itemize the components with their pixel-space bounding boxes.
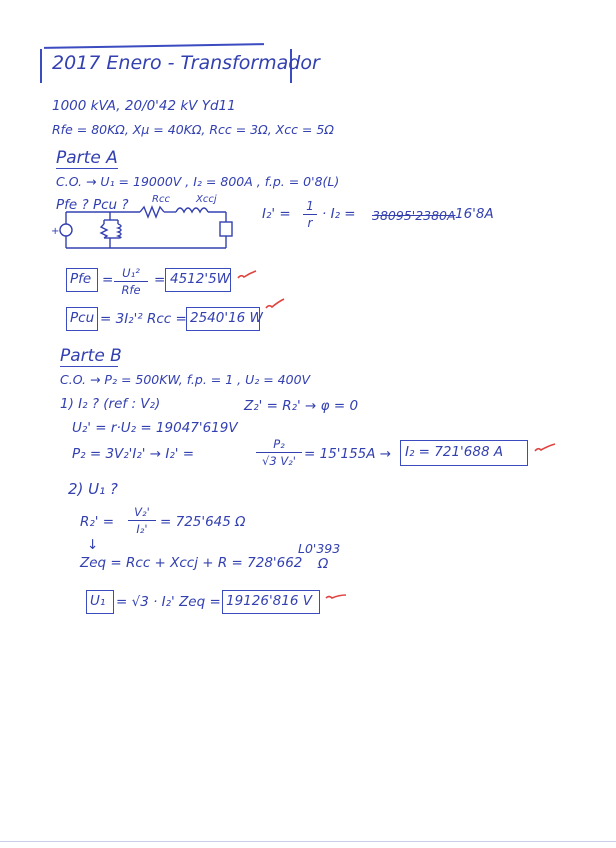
xcc-label: Xccj [196, 194, 217, 205]
pfe-fraction [114, 266, 148, 297]
i2-prime-mid: · I₂ = [322, 206, 356, 222]
part-a-heading: Parte A [56, 148, 118, 168]
rcc-label: Rcc [152, 194, 170, 205]
pcu-check-mark [264, 298, 286, 312]
step1-z-relation: Z₂' = R₂' → φ = 0 [244, 398, 359, 414]
i2-prime-struck-value: 38095'2380A [372, 208, 456, 223]
step1-question: 1) I₂ ? (ref : V₂) [60, 396, 161, 412]
step2-fraction [128, 505, 156, 536]
pfe-check-mark [236, 270, 258, 282]
pcu-result: 2540'16 W [190, 310, 263, 326]
step2-arrow: ↓ [87, 537, 99, 553]
step2-u1-result: 19126'816 V [226, 593, 312, 609]
step1-mid: = 15'155A → [304, 446, 392, 462]
part-b-heading: Parte B [60, 346, 122, 366]
part-b-conditions: C.O. → P₂ = 500KW, f.p. = 1 , U₂ = 400V [60, 372, 311, 387]
step2-r2-lhs: R₂' = [80, 514, 115, 530]
step1-fraction [256, 437, 302, 468]
step1-frac-num: P₂ [273, 437, 285, 451]
step1-p2-relation: P₂ = 3V₂'I₂' → I₂' = [72, 446, 195, 462]
pfe-frac-den: Rfe [121, 283, 141, 297]
givens-line-2: Rfe = 80KΩ, Xμ = 40KΩ, Rcc = 3Ω, Xcc = 5Ω [52, 122, 334, 137]
i2-prime-frac-den: r [307, 216, 313, 230]
equivalent-circuit-diagram [48, 190, 248, 262]
step1-check-mark [533, 443, 557, 457]
pfe-eq2: = [154, 272, 166, 288]
givens-line-1: 1000 kVA, 20/0'42 kV Yd11 [52, 98, 236, 114]
step1-u2-prime: U₂' = r·U₂ = 19047'619V [72, 420, 238, 436]
step2-frac-num: V₂' [134, 505, 150, 519]
step2-angle: L0'393 [298, 541, 341, 556]
step2-u1-lhs: U₁ [90, 593, 106, 609]
part-a-question: Pfe ? Pcu ? [56, 197, 129, 213]
step2-u1-expr: = √3 · I₂' Zeq = [116, 594, 221, 610]
i2-prime-frac-num: 1 [306, 199, 314, 213]
step2-check-mark [324, 592, 348, 604]
part-a-conditions: C.O. → U₁ = 19000V , I₂ = 800A , f.p. = 0'8(L) [56, 174, 340, 189]
pfe-lhs: Pfe [70, 271, 92, 287]
pfe-result: 4512'5W [170, 271, 231, 287]
page-title: 2017 Enero - Transformador [52, 52, 320, 74]
step1-frac-den: √3 V₂' [262, 454, 296, 468]
pcu-lhs: Pcu [70, 310, 95, 326]
pfe-frac-num: U₁² [122, 266, 140, 280]
part-b-underline [60, 366, 118, 367]
i2-prime-lhs: I₂' = [262, 206, 291, 222]
page-bottom-edge [0, 841, 616, 842]
pfe-eq: = [102, 272, 114, 288]
step1-result: I₂ = 721'688 A [405, 444, 504, 460]
i2-prime-value: 16'8A [455, 206, 494, 222]
step2-unit: Ω [318, 556, 329, 572]
i2-prime-fraction [303, 199, 317, 230]
step2-r2-value: = 725'645 Ω [160, 514, 246, 530]
svg-text:+: + [51, 226, 60, 237]
step2-frac-den: I₂' [136, 522, 148, 536]
part-a-underline [56, 168, 118, 169]
pcu-expr: = 3I₂'² Rcc = [100, 311, 187, 327]
step2-question: 2) U₁ ? [68, 480, 118, 498]
step2-zeq: Zeq = Rcc + Xccj + R = 728'662 [80, 555, 303, 571]
